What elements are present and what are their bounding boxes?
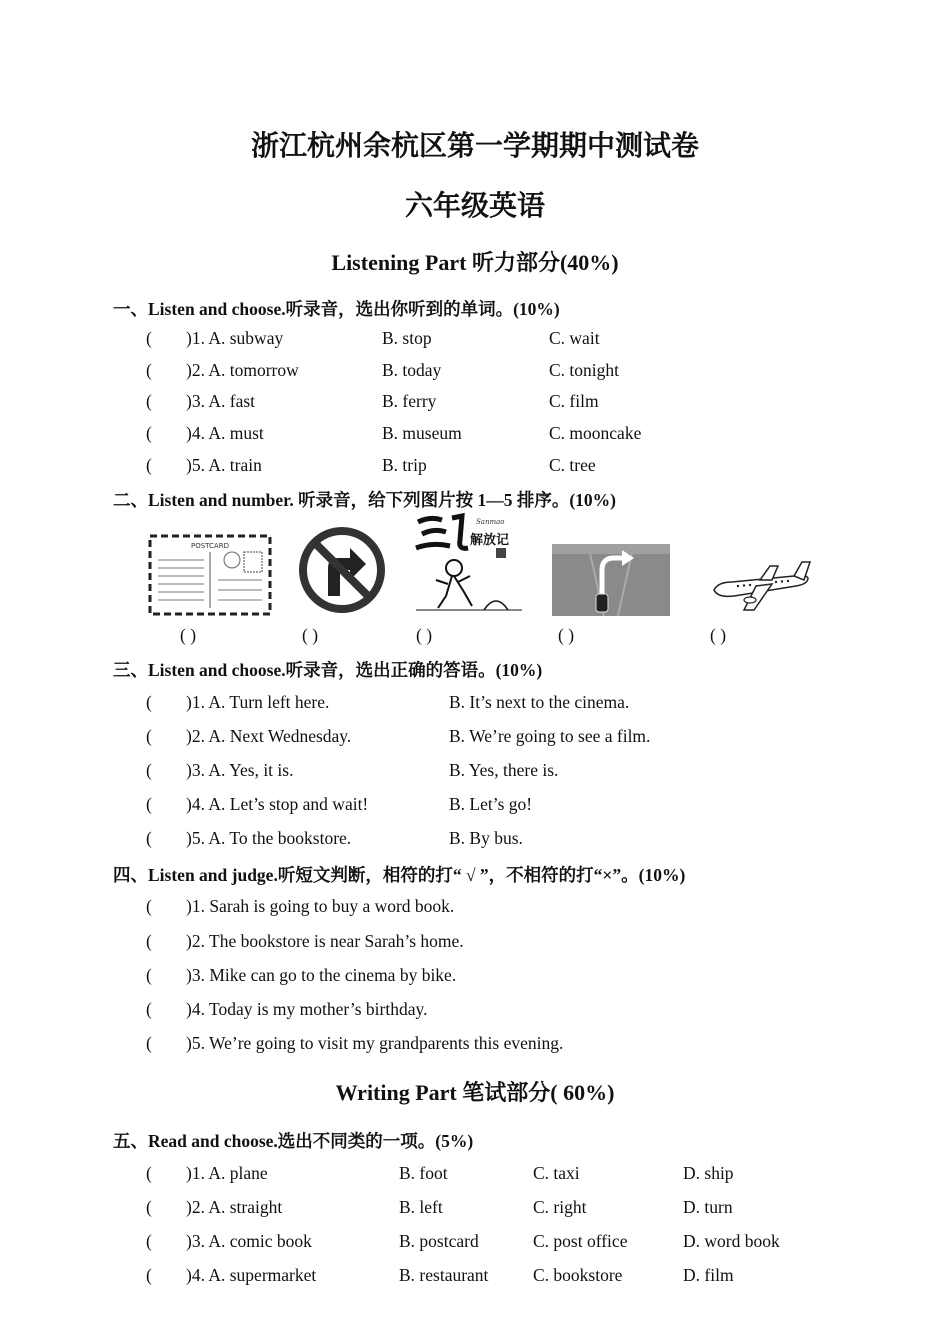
- statement-row: [0, 999, 950, 1023]
- answer-paren: (: [146, 328, 152, 348]
- option-a: )1. A. plane: [186, 1163, 268, 1183]
- statement-row: [0, 931, 950, 955]
- statement-row: [0, 965, 950, 989]
- question-row: [0, 360, 950, 384]
- answer-paren: (: [146, 794, 152, 814]
- section5-heading: 五、Read and choose.选出不同类的一项。(5%): [113, 1131, 474, 1151]
- option-b: B. stop: [382, 328, 432, 348]
- option-c: C. tree: [549, 455, 596, 475]
- option-c: C. film: [549, 391, 599, 411]
- option-a: )3. A. fast: [186, 391, 256, 411]
- answer-paren: (: [146, 1163, 152, 1183]
- question-row: [0, 794, 950, 818]
- option-a: )5. A. To the bookstore.: [186, 828, 352, 848]
- option-c: C. wait: [549, 328, 600, 348]
- question-row: [0, 1163, 950, 1187]
- option-d: D. turn: [683, 1197, 733, 1217]
- section1-heading: 一、Listen and choose.听录音，选出你听到的单词。(10%): [113, 299, 560, 319]
- option-a: )4. A. must: [186, 423, 264, 443]
- option-b: B. We’re going to see a film.: [449, 726, 651, 746]
- answer-paren: (: [146, 931, 152, 951]
- question-row: [0, 423, 950, 447]
- answer-paren: (: [146, 1231, 152, 1251]
- answer-paren: (: [146, 760, 152, 780]
- option-c: C. right: [533, 1197, 587, 1217]
- picture-number-blank[interactable]: ( ): [416, 625, 433, 645]
- answer-paren: (: [146, 896, 152, 916]
- option-a: )3. A. comic book: [186, 1231, 312, 1251]
- airplane-picture: [710, 556, 814, 616]
- comic-book-picture: [412, 510, 524, 618]
- option-a: )5. A. train: [186, 455, 262, 475]
- answer-paren: (: [146, 391, 152, 411]
- svg-text:Sanmao: Sanmao: [476, 518, 505, 526]
- statement-text: )4. Today is my mother’s birthday.: [186, 999, 428, 1019]
- question-row: [0, 455, 950, 479]
- option-d: D. ship: [683, 1163, 734, 1183]
- no-right-turn-sign: [298, 526, 386, 614]
- answer-paren: (: [146, 1197, 152, 1217]
- answer-paren: (: [146, 1265, 152, 1285]
- option-b: B. museum: [382, 423, 462, 443]
- option-c: C. post office: [533, 1231, 628, 1251]
- option-c: C. bookstore: [533, 1265, 623, 1285]
- answer-paren: (: [146, 455, 152, 475]
- option-b: B. It’s next to the cinema.: [449, 692, 630, 712]
- exam-title: 浙江杭州余杭区第一学期期中测试卷: [250, 131, 699, 162]
- postcard-picture: [148, 534, 272, 616]
- option-c: C. taxi: [533, 1163, 580, 1183]
- answer-paren: (: [146, 828, 152, 848]
- option-b: B. left: [399, 1197, 443, 1217]
- book-title: 解放记: [470, 533, 510, 548]
- option-b: B. Let’s go!: [449, 794, 533, 814]
- writing-part-heading: Writing Part 笔试部分( 60%): [335, 1080, 615, 1105]
- picture-number-blank[interactable]: ( ): [180, 625, 197, 645]
- question-row: [0, 760, 950, 784]
- option-d: D. film: [683, 1265, 734, 1285]
- statement-row: [0, 896, 950, 920]
- statement-text: )3. Mike can go to the cinema by bike.: [186, 965, 457, 985]
- answer-paren: (: [146, 692, 152, 712]
- section4-heading: 四、Listen and judge.听短文判断，相符的打“ √ ”，不相符的打“×”。(10%): [113, 865, 686, 885]
- picture-number-blank[interactable]: ( ): [558, 625, 575, 645]
- postcard-label: POSTCARD: [191, 542, 229, 550]
- statement-text: )1. Sarah is going to buy a word book.: [186, 896, 455, 916]
- option-b: B. today: [382, 360, 442, 380]
- answer-paren: (: [146, 423, 152, 443]
- option-b: B. By bus.: [449, 828, 523, 848]
- option-a: )4. A. supermarket: [186, 1265, 317, 1285]
- answer-paren: (: [146, 726, 152, 746]
- question-row: [0, 1265, 950, 1289]
- exam-subtitle: 六年级英语: [404, 191, 545, 222]
- answer-paren: (: [146, 360, 152, 380]
- picture-number-blank[interactable]: ( ): [710, 625, 727, 645]
- answer-paren: (: [146, 1033, 152, 1053]
- option-b: B. postcard: [399, 1231, 479, 1251]
- question-row: [0, 726, 950, 750]
- option-a: )4. A. Let’s stop and wait!: [186, 794, 369, 814]
- question-row: [0, 391, 950, 415]
- section3-heading: 三、Listen and choose.听录音，选出正确的答语。(10%): [113, 660, 543, 680]
- option-b: B. ferry: [382, 391, 437, 411]
- statement-row: [0, 1033, 950, 1057]
- option-a: )2. A. tomorrow: [186, 360, 299, 380]
- option-a: )2. A. Next Wednesday.: [186, 726, 352, 746]
- section2-heading: 二、Listen and number. 听录音，给下列图片按 1—5 排序。(10%): [113, 490, 616, 510]
- option-c: C. mooncake: [549, 423, 642, 443]
- option-b: B. Yes, there is.: [449, 760, 559, 780]
- option-b: B. foot: [399, 1163, 448, 1183]
- option-b: B. restaurant: [399, 1265, 489, 1285]
- statement-text: )2. The bookstore is near Sarah’s home.: [186, 931, 464, 951]
- option-b: B. trip: [382, 455, 427, 475]
- option-d: D. word book: [683, 1231, 780, 1251]
- answer-paren: (: [146, 965, 152, 985]
- option-a: )2. A. straight: [186, 1197, 283, 1217]
- answer-paren: (: [146, 999, 152, 1019]
- option-a: )1. A. Turn left here.: [186, 692, 330, 712]
- listening-part-heading: Listening Part 听力部分(40%): [331, 250, 619, 275]
- road-turn-picture: [552, 544, 670, 616]
- question-row: [0, 1197, 950, 1221]
- question-row: [0, 328, 950, 352]
- option-c: C. tonight: [549, 360, 620, 380]
- question-row: [0, 828, 950, 852]
- option-a: )1. A. subway: [186, 328, 284, 348]
- statement-text: )5. We’re going to visit my grandparents this evening.: [186, 1033, 564, 1053]
- option-a: )3. A. Yes, it is.: [186, 760, 294, 780]
- picture-number-blank[interactable]: ( ): [302, 625, 319, 645]
- question-row: [0, 1231, 950, 1255]
- question-row: [0, 692, 950, 716]
